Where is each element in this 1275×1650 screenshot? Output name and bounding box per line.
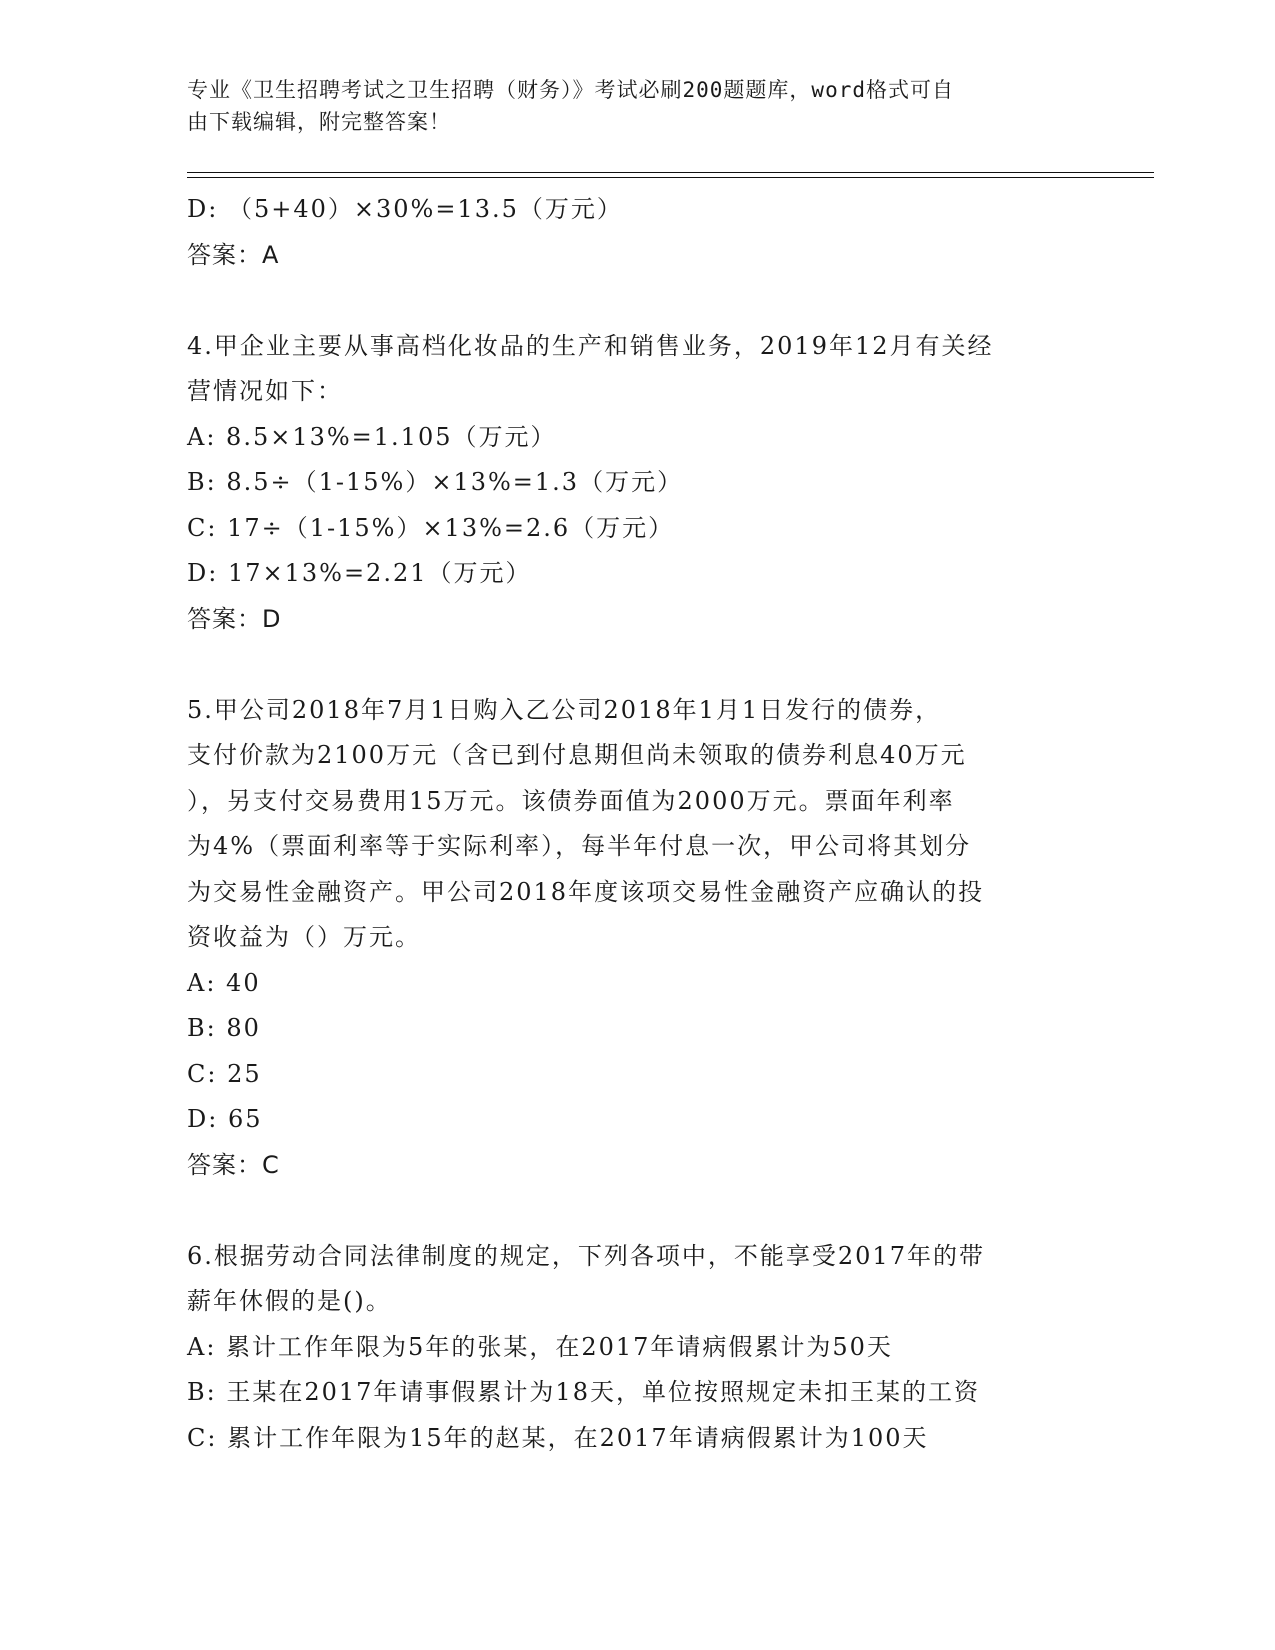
question-3-tail	[187, 187, 1087, 278]
page-header	[187, 74, 1087, 138]
header-line-1: 专业《卫生招聘考试之卫生招聘（财务）》考试必刷200题题库，word格式可自	[187, 78, 954, 102]
option-d: D: （5+40）×30%=13.5（万元）	[187, 195, 623, 223]
header-rule-top	[187, 172, 1154, 173]
question-stem: 6.根据劳动合同法律制度的规定，下列各项中，不能享受2017年的带	[187, 1241, 985, 1270]
answer: 答案：C	[187, 1150, 280, 1179]
option-a: A: 40	[187, 968, 261, 997]
option-d: D: 65	[187, 1105, 263, 1133]
option-a: A: 累计工作年限为5年的张某，在2017年请病假累计为50天	[187, 1332, 893, 1361]
question-stem: 营情况如下：	[187, 377, 343, 405]
question-6	[187, 1234, 1087, 1462]
option-b: B: 王某在2017年请事假累计为18天，单位按照规定未扣王某的工资	[187, 1378, 980, 1406]
question-stem: 支付价款为2100万元（含已到付息期但尚未领取的债券利息40万元	[187, 741, 967, 769]
option-d: D: 17×13%=2.21（万元）	[187, 559, 532, 587]
question-stem: ），另支付交易费用15万元。该债券面值为2000万元。票面年利率	[187, 786, 955, 815]
question-stem: 4.甲企业主要从事高档化妆品的生产和销售业务，2019年12月有关经	[187, 331, 994, 360]
option-b: B: 80	[187, 1014, 261, 1042]
question-5	[187, 688, 1087, 1189]
header-rule-bottom	[187, 177, 1154, 178]
question-stem: 5.甲公司2018年7月1日购入乙公司2018年1月1日发行的债券，	[187, 695, 942, 724]
answer: 答案：A	[187, 240, 280, 269]
option-c: C: 25	[187, 1059, 262, 1088]
option-c: C: 17÷（1-15%）×13%=2.6（万元）	[187, 513, 675, 542]
option-a: A: 8.5×13%=1.105（万元）	[187, 422, 557, 451]
spacer	[187, 1188, 1087, 1234]
spacer	[187, 278, 1087, 324]
spacer	[187, 642, 1087, 688]
option-b: B: 8.5÷（1-15%）×13%=1.3（万元）	[187, 468, 684, 496]
question-stem: 为交易性金融资产。甲公司2018年度该项交易性金融资产应确认的投	[187, 877, 985, 906]
option-c: C: 累计工作年限为15年的赵某，在2017年请病假累计为100天	[187, 1423, 929, 1452]
header-line-2: 由下载编辑，附完整答案！	[187, 110, 451, 134]
document-body	[187, 187, 1087, 1461]
answer: 答案：D	[187, 604, 282, 633]
question-stem: 为4%（票面利率等于实际利率），每半年付息一次，甲公司将其划分	[187, 832, 972, 860]
question-stem: 薪年休假的是()。	[187, 1287, 392, 1315]
question-4	[187, 324, 1087, 643]
question-stem: 资收益为（）万元。	[187, 923, 421, 951]
